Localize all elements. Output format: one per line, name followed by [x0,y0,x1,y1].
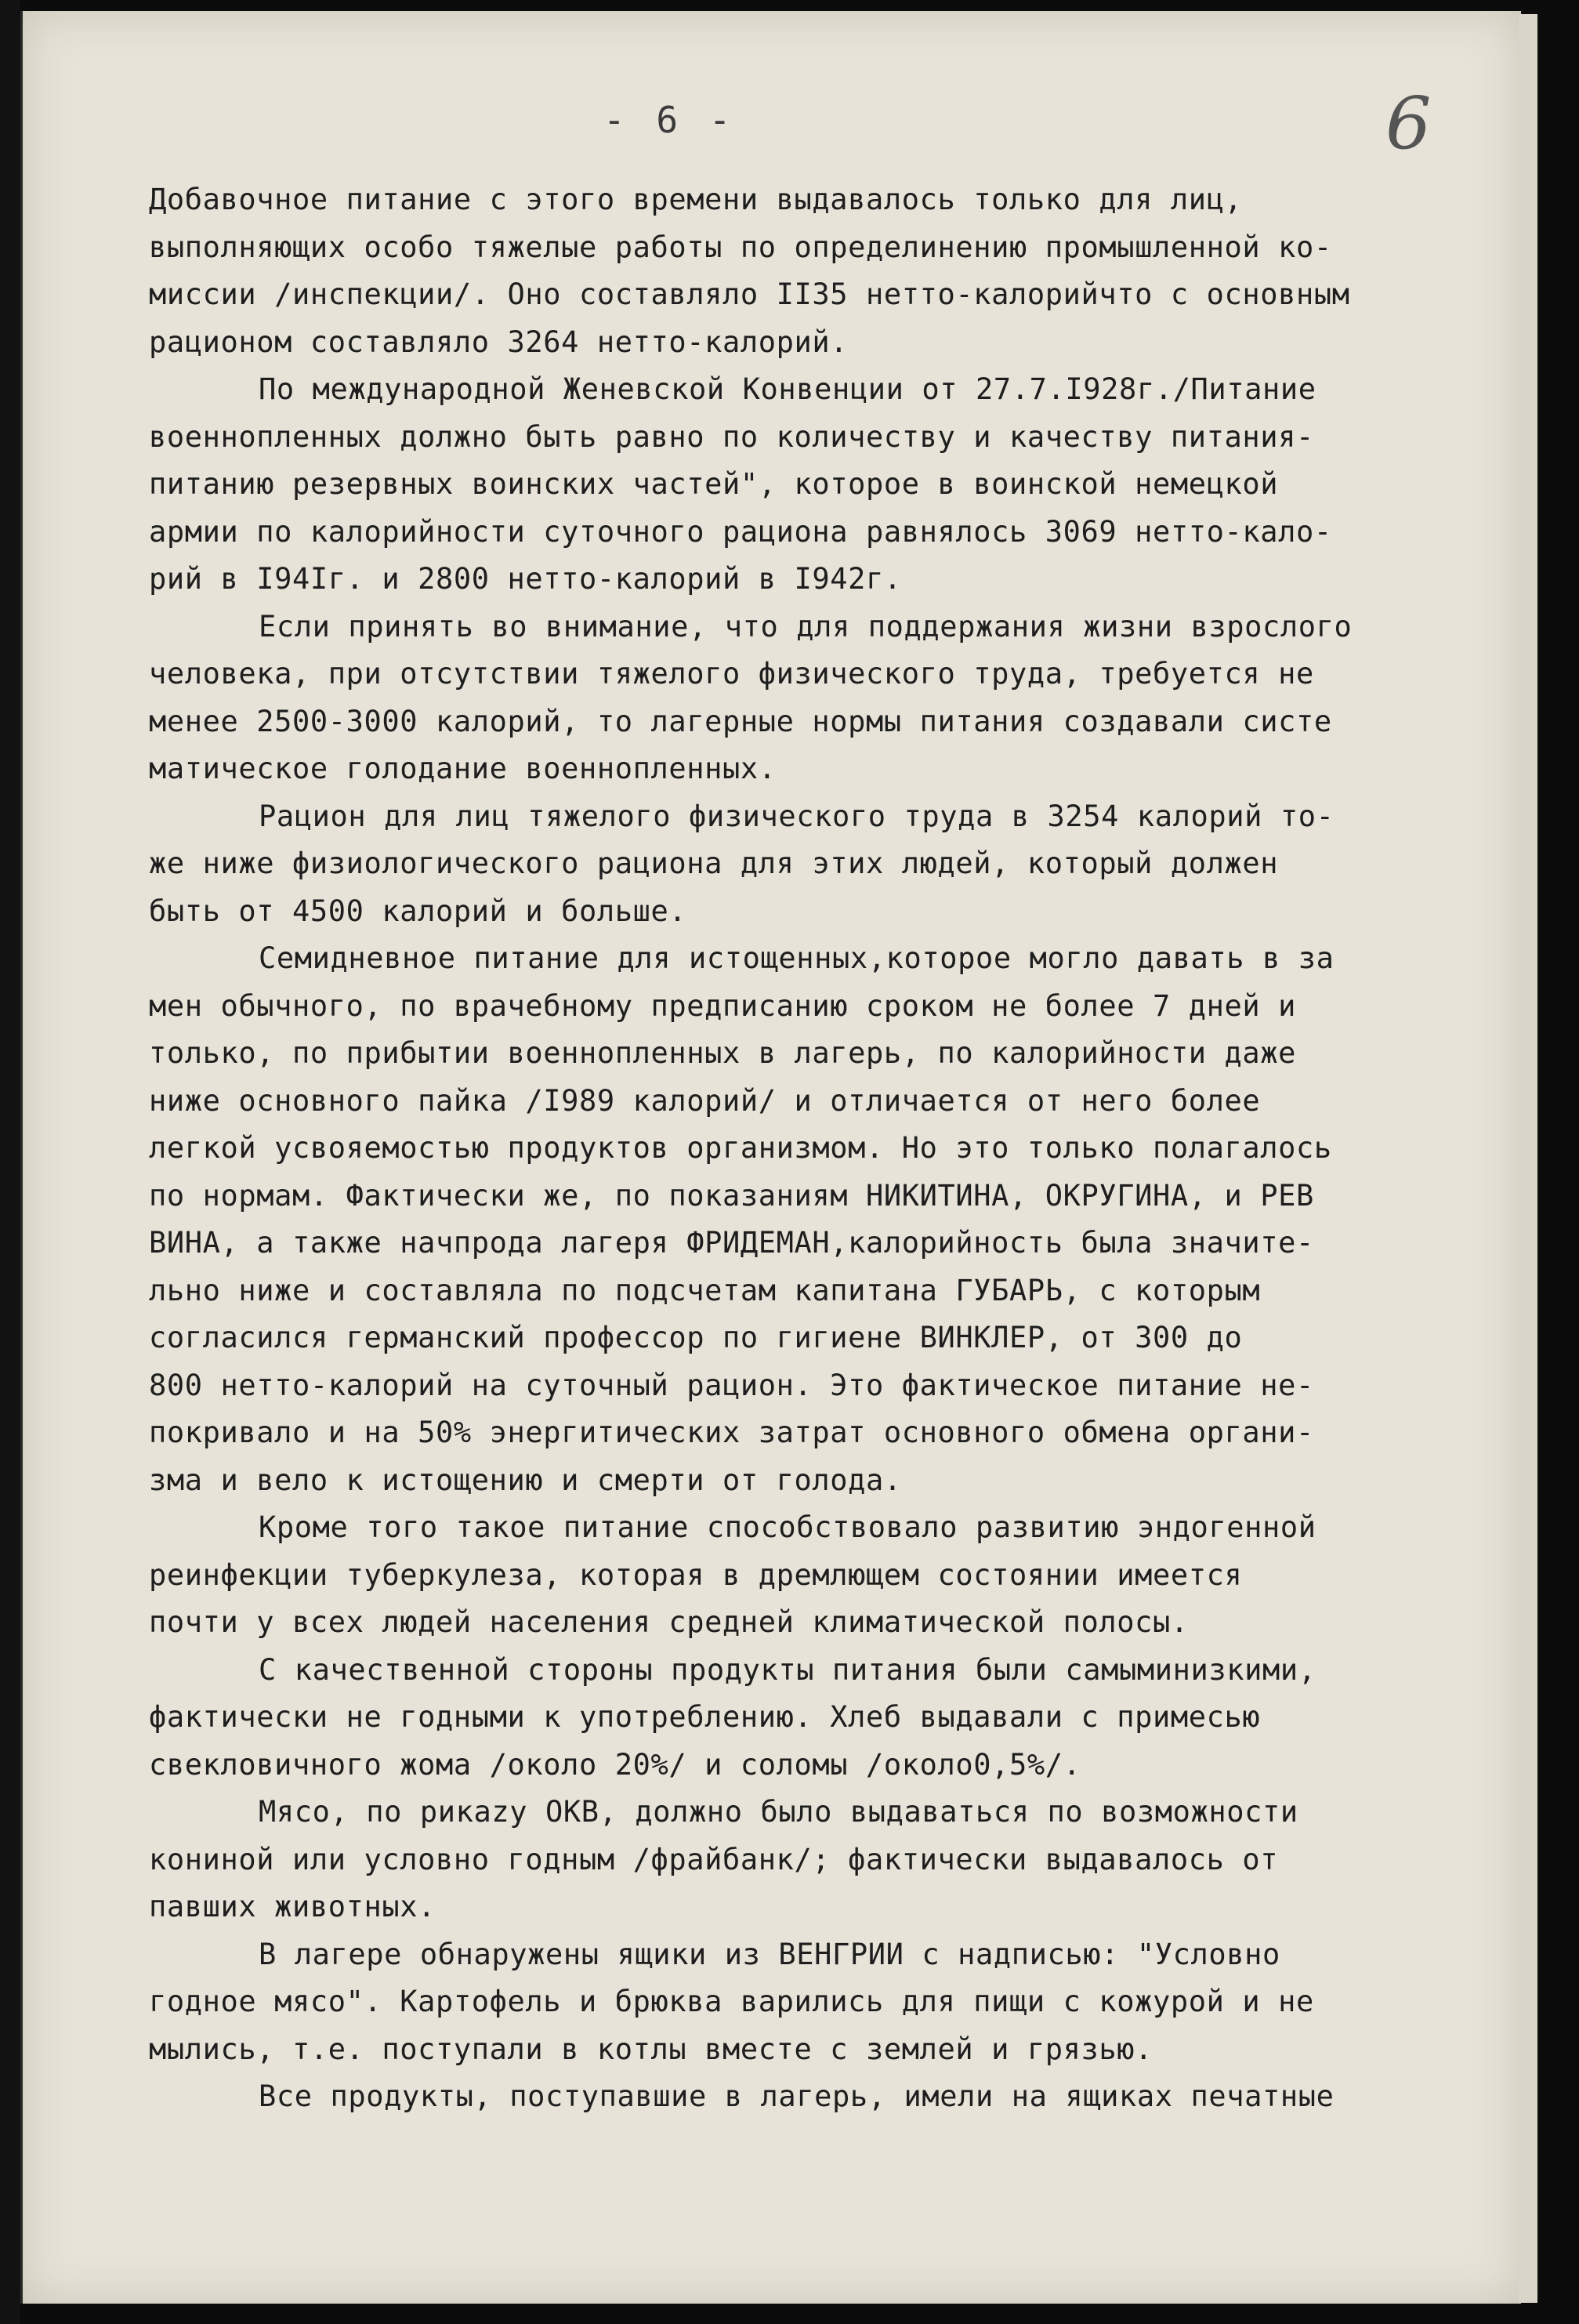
text-line: военнопленных должно быть равно по количеству и качеству питания- [149,419,1314,454]
text-line: ниже основного пайка /I989 калорий/ и отличается от него более [149,1083,1261,1118]
text-line: мылись, т.е. поступали в котлы вместе с землей и грязью. [149,2032,1153,2066]
text-line: по нормам. Фактически же, по показаниям НИКИТИНА, ОКРУГИНА, и РЕВ [149,1178,1314,1213]
text-line: матическое голодание военнопленных. [149,752,777,785]
text-line: фактически не годными к употреблению. Хлеб выдавали с примесью [149,1700,1261,1734]
text-line: только, по прибытии военнопленных в лагерь, по калорийности даже [149,1036,1297,1070]
text-line: ВИНА, а также начпрода лагеря ФРИДЕМАН,калорийность была значите- [149,1226,1314,1260]
text-line: льно ниже и составляла по подсчетам капитана ГУБАРЬ, с которым [149,1273,1261,1307]
body-text [149,176,1465,2121]
text-line: же ниже физиологического рациона для этих людей, который должен [149,847,1279,880]
page-edge [1519,14,1537,2303]
text-line: питанию резервных воинских частей", которое в воинской немецкой [149,467,1279,501]
text-line: Добавочное питание с этого времени выдавалось только для лиц, [149,183,1243,216]
text-line: свекловичного жома /около 20%/ и соломы /около0,5%/. [149,1747,1081,1782]
text-line: зма и вело к истощению и смерти от голода. [149,1463,902,1497]
text-line: миссии /инспекции/. Оно составляло II35 нетто-калорийчто с основным [149,277,1350,311]
text-line: По международной Женевской Конвенции от 27.7.I928г./Питание [259,372,1316,406]
handwritten-folio-number: 6 [1385,82,1432,165]
page-number: - 6 - [603,99,736,141]
text-line: В лагере обнаружены ящики из ВЕНГРИИ с надписью: "Условно [259,1937,1280,1971]
text-line: кониной или условно годным /фрайбанк/; фактически выдавалось от [149,1842,1279,1876]
binding-strip [0,0,20,2324]
text-line: согласился германский профессор по гигиене ВИНКЛЕР, от 300 до [149,1321,1243,1354]
text-line: выполняющих особо тяжелые работы по определинению промышленной ко- [149,230,1332,264]
text-line: С качественной стороны продукты питания были самыминизкими, [259,1652,1316,1687]
text-line: реинфекции туберкулеза, которая в дремлющем состоянии имеется [149,1557,1243,1592]
text-line: рационом составляло 3264 нетто-калорий. [149,324,849,359]
text-line: Мясо, по рикazу ОКВ, должно было выдаваться по возможности [259,1795,1298,1829]
text-line: быть от 4500 калорий и больше. [149,894,687,928]
text-line: менее 2500-3000 калорий, то лагерные нормы питания создавали систе [149,704,1332,738]
text-line: человека, при отсутствии тяжелого физического труда, требуется не [149,657,1314,691]
text-line: Если принять во внимание, что для поддержания жизни взрослого [259,609,1353,644]
text-line: годное мясо". Картофель и брюква варились для пищи с кожурой и не [149,1985,1314,2018]
text-line: армии по калорийности суточного рациона равнялось 3069 нетто-кало- [149,514,1332,549]
text-line: легкой усвояемостью продуктов организмом. Но это только полагалось [149,1131,1332,1165]
text-line: 800 нетто-калорий на суточный рацион. Это фактическое питание не- [149,1368,1314,1402]
text-line: мен обычного, по врачебному предписанию сроком не более 7 дней и [149,988,1297,1023]
text-line: павших животных. [149,1890,436,1923]
text-line: Кроме того такое питание способствовало развитию эндогенной [259,1510,1316,1544]
text-line: почти у всех людей населения средней климатической полосы. [149,1605,1189,1639]
text-line: Семидневное питание для истощенных,которое могло давать в за [259,941,1335,975]
text-line: рий в I94Iг. и 2800 нетто-калорий в I942г. [149,562,902,596]
text-line: Рацион для лиц тяжелого физического труда в 3254 калорий то- [259,799,1335,833]
text-line: покривало и на 50% энергитических затрат основного обмена органи- [149,1416,1314,1449]
text-line: Все продукты, поступавшие в лагерь, имели на ящиках печатные [259,2079,1335,2113]
